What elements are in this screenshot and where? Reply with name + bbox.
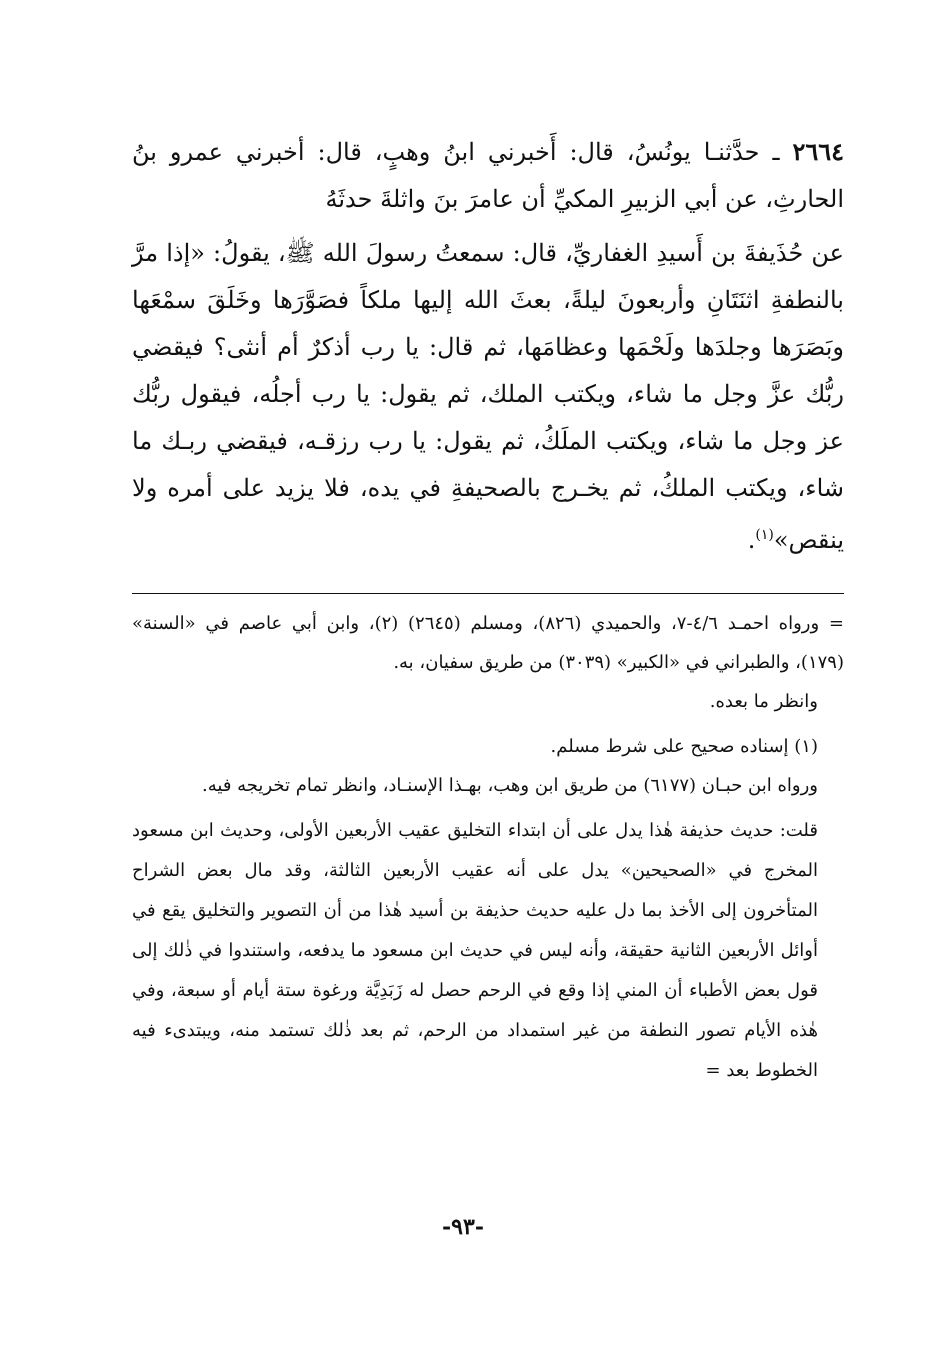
hadith-body: عن حُذَيفةَ بن أَسيدِ الغفاريِّ، قال: سمعتُ رسولَ الله ﷺ، يقولُ: «إذا مرَّ بالنطفةِ اثنَتَانِ وأربعونَ ليلةً، بعثَ الله إليها ملكاً فصَوَّرَها وخَلَقَ سمْعَها وبَصَرَها وجلدَها ولَحْمَها وعظامَها، ثم قال: يا رب أذكرٌ أم أنثى؟ فيقضي ربُّك عزَّ وجل ما شاء، ويكتب الملك، ثم يقول: يا رب أجلُه، فيقول ربُّك عز وجل ما شاء، ويكتب الملَكُ، ثم يقول: يا رب رزقـه، فيقضي ربـك ما شاء، ويكتب الملكُ، ثم يخـرج بالصحيفةِ في يده، فلا يزيد على أمره ولا ينقص» — [132, 239, 844, 554]
hadith-chain: ـ حدَّثنـا يونُسُ، قال: أَخبرني ابنُ وهبٍ، قال: أخبرني عمرو بنُ الحارثِ، عن أبي الزبيرِ المكيِّ أن عامرَ بنَ واثلةَ حدثَهُ — [132, 138, 844, 213]
page-number: -٩٣- — [442, 1214, 484, 1240]
hadith-matn — [132, 230, 844, 564]
footnotes — [132, 604, 844, 1091]
footnote-continued-see-next: وانظر ما بعده. — [709, 691, 818, 712]
hadith-number: ٢٦٦٤ — [792, 137, 844, 166]
footnote-reference: (١) — [755, 527, 774, 543]
footnote-continued: = ورواه احمـد ٤/٦-٧، والحميدي (٨٢٦)، ومسلم (٢٦٤٥) (٢)، وابن أبي عاصم في «السنة» (١٧٩)، والطبراني في «الكبير» (٣٠٣٩) من طريق سفيان، به. — [132, 613, 844, 673]
hadith-text — [132, 128, 844, 564]
footnote-1-comment: قلت: حديث حذيفة هٰذا يدل على أن ابتداء التخليق عقيب الأربعين الأولى، وحديث ابن مسعود المخرج في «الصحيحين» يدل على أنه عقيب الأربعين الثالثة، وقد مال بعض الشراح المتأخرون إلى الأخذ بما دل عليه حديث حذيفة بن أسيد هٰذا من أن التصوير والتخليق يقع في أوائل الأربعين الثانية حقيقة، وأنه ليس في حديث ابن مسعود ما يدفعه، واستندوا في ذٰلك إلى قول بعض الأطباء أن المني إذا وقع في الرحم حصل له زَبَدِيَّة ورغوة ستة أيام أو سبعة، وفي هٰذه الأيام تصور النطفة من غير استمداد من الرحم، ثم بعد ذٰلك تستمد منه، ويبتدىء فيه الخطوط بعد = — [132, 820, 818, 1081]
hadith-isnad — [132, 128, 844, 223]
footnote-divider — [132, 593, 844, 594]
footnote-1-source: ورواه ابن حبـان (٦١٧٧) من طريق ابن وهب، بهـذا الإسنـاد، وانظر تمام تخريجه فيه. — [202, 775, 818, 796]
hadith-end: . — [747, 526, 756, 554]
footnote-1-grading: (١) إسناده صحيح على شرط مسلم. — [550, 736, 818, 757]
